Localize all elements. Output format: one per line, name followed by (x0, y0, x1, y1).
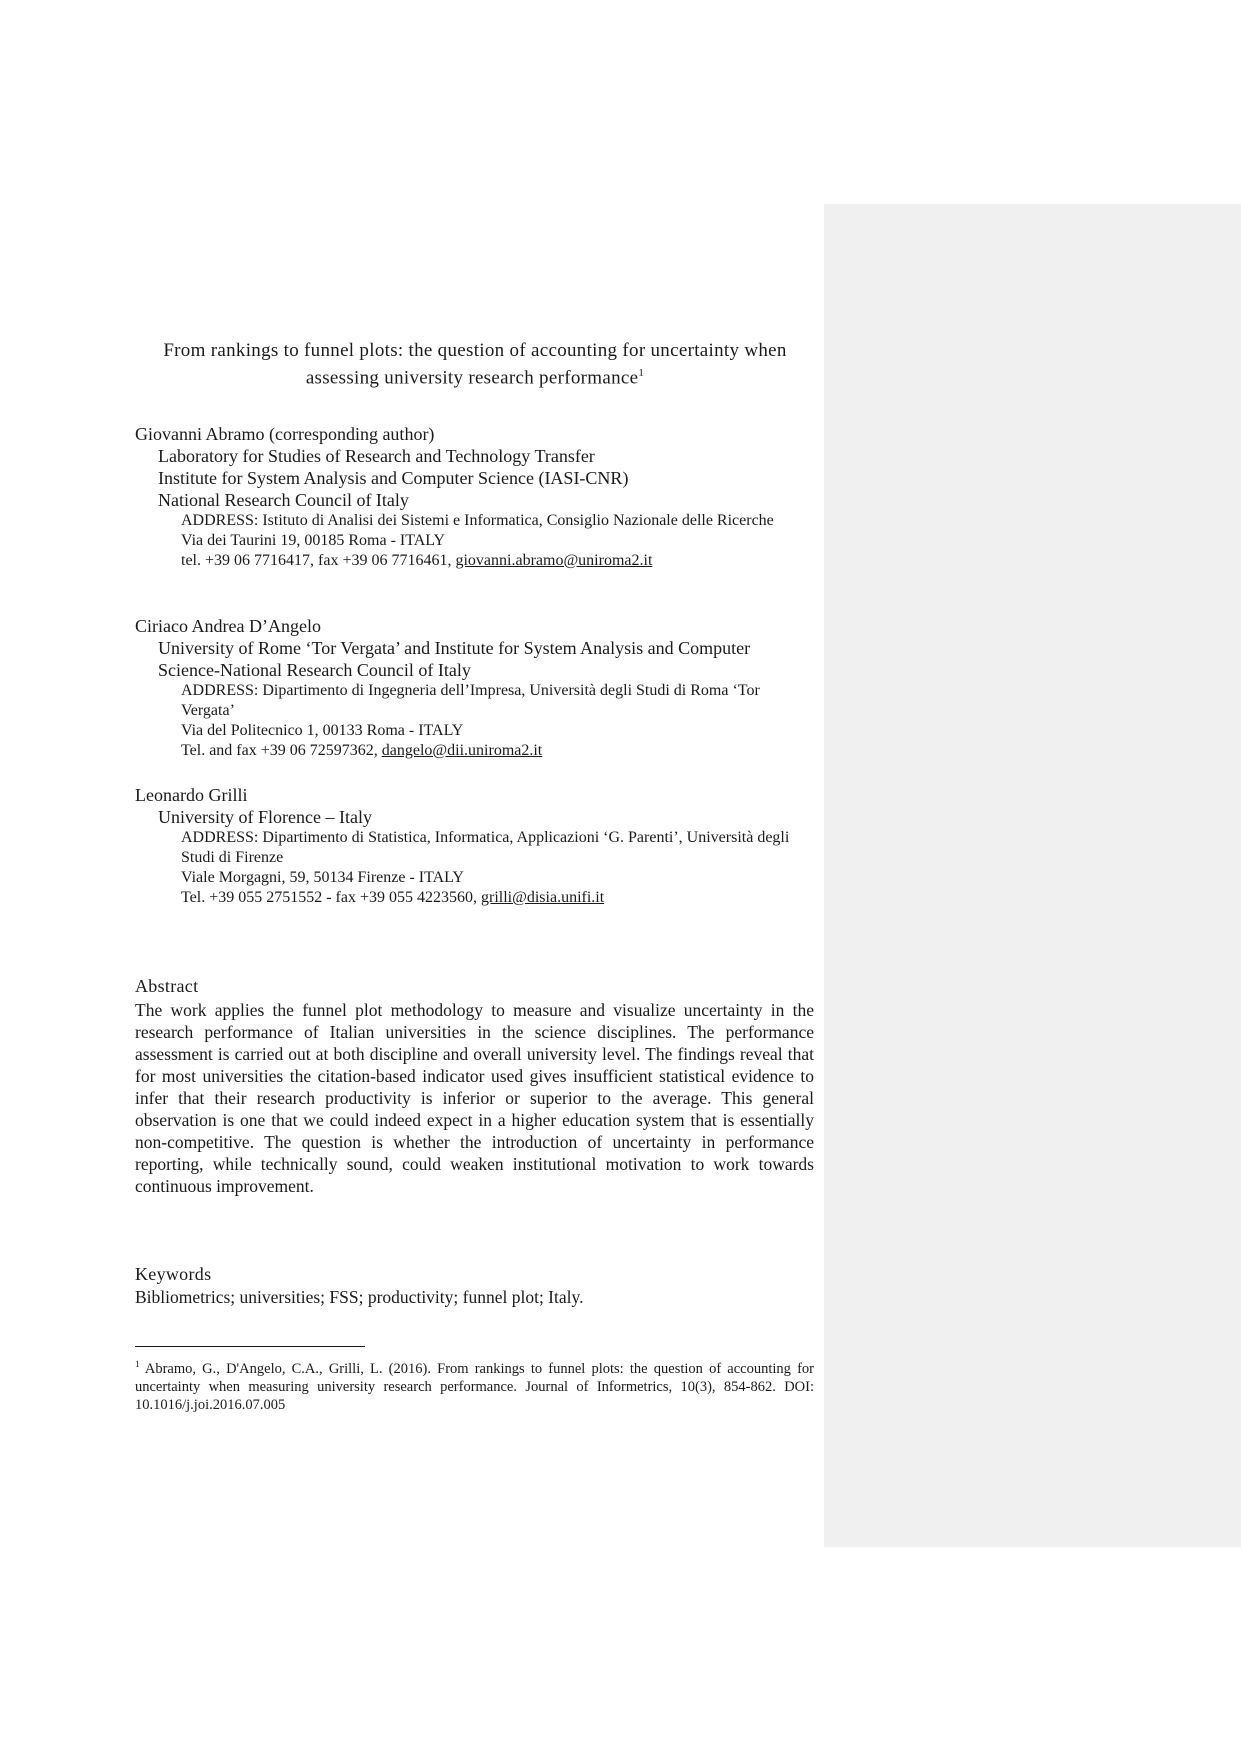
affiliation-line: University of Rome ‘Tor Vergata’ and Institute for System Analysis and Computer Science-National Research Council of Italy (158, 638, 751, 680)
author-name: Leonardo Grilli (135, 785, 248, 805)
abstract-heading: Abstract (135, 976, 199, 996)
contact-line (181, 888, 815, 908)
affiliation-line: Laboratory for Studies of Research and Technology Transfer (158, 446, 595, 466)
author-name: Giovanni Abramo (corresponding author) (135, 424, 435, 444)
address-line: Via del Politecnico 1, 00133 Roma - ITALY (181, 722, 464, 739)
affiliation-line: Institute for System Analysis and Computer Science (IASI-CNR) (158, 468, 629, 488)
address-line: ADDRESS: Dipartimento di Ingegneria dell’Impresa, Università degli Studi di Roma ‘Tor Vergata’ (181, 682, 760, 719)
contact-numbers: Tel. and fax +39 06 72597362, (181, 742, 382, 759)
contact-numbers: Tel. +39 055 2751552 - fax +39 055 4223560, (181, 889, 482, 906)
abstract-text: The work applies the funnel plot methodology to measure and visualize uncertainty in the research performance of Italian universities in the science disciplines. The performance assessment is carried out at both discipline and overall university level. The findings reveal that for most universities the citation-based indicator used gives insufficient statistical evidence to infer that their research productivity is inferior or superior to the average. This general observation is one that we could indeed expect in a higher education system that is essentially non-competitive. The question is whether the introduction of uncertainty in performance reporting, while technically sound, could weaken institutional motivation to work towards continuous improvement. (135, 1000, 814, 1196)
email-link[interactable]: grilli@disia.unifi.it (481, 889, 605, 906)
contact-line (181, 741, 815, 761)
author-block-2 (135, 615, 815, 761)
address-line: ADDRESS: Istituto di Analisi dei Sistemi e Informatica, Consiglio Nazionale delle Ricerche (181, 512, 774, 529)
footnote-divider (135, 1346, 365, 1347)
paper-title (135, 340, 815, 389)
email-link[interactable]: giovanni.abramo@uniroma2.it (455, 552, 653, 569)
email-link[interactable]: dangelo@dii.uniroma2.it (381, 742, 543, 759)
contact-line (181, 551, 815, 571)
author-block-3 (135, 784, 815, 908)
footnote (135, 1355, 814, 1414)
comment-pane (824, 204, 1241, 1547)
address-line: Via dei Taurini 19, 00185 Roma - ITALY (181, 532, 446, 549)
footnote-text: Abramo, G., D'Angelo, C.A., Grilli, L. (2016). From rankings to funnel plots: the question of accounting for uncertainty when measuring university research performance. Journal of Informetrics, 10(3), 854-862. DOI: 10.1016/j.joi.2016.07.005 (135, 1360, 815, 1413)
footnote-mark: 1 (135, 1359, 140, 1369)
title-text: From rankings to funnel plots: the question of accounting for uncertainty when assessing university research performance (163, 340, 787, 389)
keywords-text: Bibliometrics; universities; FSS; productivity; funnel plot; Italy. (135, 1287, 584, 1307)
keywords-heading: Keywords (135, 1264, 212, 1284)
author-name: Ciriaco Andrea D’Angelo (135, 616, 321, 636)
title-footnote-mark: 1 (638, 367, 645, 379)
affiliation-line: University of Florence – Italy (158, 807, 372, 827)
address-line: ADDRESS: Dipartimento di Statistica, Informatica, Applicazioni ‘G. Parenti’, Università degli Studi di Firenze (181, 829, 790, 866)
author-block-1 (135, 423, 815, 571)
address-line: Viale Morgagni, 59, 50134 Firenze - ITALY (181, 869, 464, 886)
contact-numbers: tel. +39 06 7716417, fax +39 06 7716461, (181, 552, 456, 569)
affiliation-line: National Research Council of Italy (158, 490, 409, 510)
